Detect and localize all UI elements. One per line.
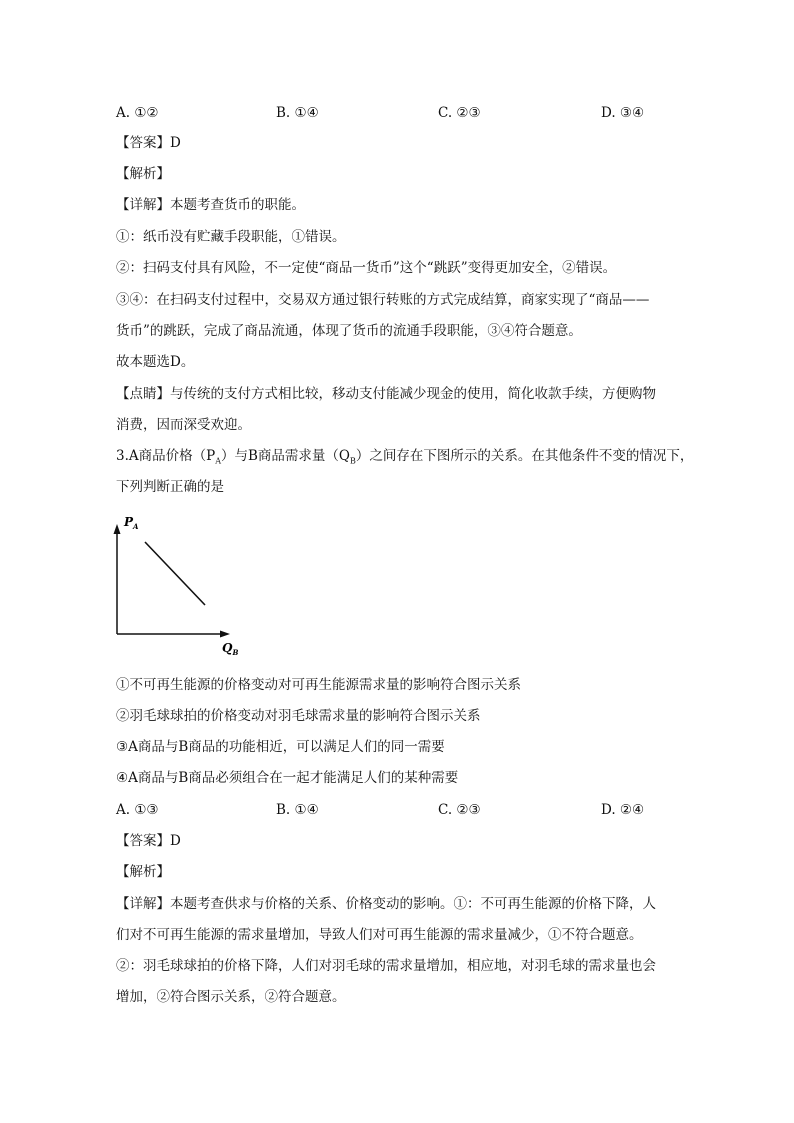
- q3-statement-2: ②羽毛球球拍的价格变动对羽毛球需求量的影响符合图示关系: [116, 708, 481, 724]
- q3-analysis-label: 【解析】: [116, 864, 170, 880]
- q2-tip-line1: 【点睛】与传统的支付方式相比较，移动支付能减少现金的使用，简化收款手续，方便购物: [116, 386, 656, 402]
- q3-statement-1: ①不可再生能源的价格变动对可再生能源需求量的影响符合图示关系: [116, 677, 521, 693]
- q2-item-34-line2: 货币”的跳跃，完成了商品流通，体现了货币的流通手段职能，③④符合题意。: [116, 323, 582, 339]
- q3-answer: 【答案】D: [116, 833, 181, 849]
- q2-item-2: ②：扫码支付具有风险，不一定使“商品一货币”这个“跳跃”变得更加安全，②错误。: [116, 260, 617, 276]
- x-axis-label: $Q_B$: [222, 641, 239, 657]
- q2-option-b: B. ①④: [276, 105, 319, 121]
- q2-analysis-label: 【解析】: [116, 166, 170, 182]
- q2-tip-line2: 消费，因而深受欢迎。: [116, 417, 251, 433]
- q2-options: [116, 103, 676, 123]
- q3-detail-line4: 增加，②符合图示关系，②符合题意。: [116, 989, 346, 1005]
- q3-detail-line2: 们对不可再生能源的需求量增加，导致人们对可再生能源的需求量减少，①不符合题意。: [116, 927, 643, 943]
- q2-option-a: A. ①②: [116, 105, 159, 121]
- q3-option-a: A. ①③: [116, 802, 159, 818]
- q3-statement-4: ④A商品与B商品必须组合在一起才能满足人们的某种需要: [116, 770, 459, 786]
- q3-option-c: C. ②③: [438, 802, 481, 818]
- q3-stem-line2: 下列判断正确的是: [116, 479, 224, 495]
- q3-option-d: D. ②④: [601, 802, 645, 818]
- q3-option-b: B. ①④: [276, 802, 319, 818]
- x-axis-arrow: [220, 631, 230, 638]
- q2-conclusion: 故本题选D。: [116, 354, 195, 370]
- q3-detail-line3: ②：羽毛球球拍的价格下降，人们对羽毛球的需求量增加，相应地，对羽毛球的需求量也会: [116, 958, 656, 974]
- demand-line: [145, 542, 205, 605]
- price-demand-graph: [112, 512, 242, 660]
- q3-statement-3: ③A商品与B商品的功能相近，可以满足人们的同一需要: [116, 739, 445, 755]
- q3-detail-line1: 【详解】本题考查供求与价格的关系、价格变动的影响。①：不可再生能源的价格下降，人: [116, 896, 656, 912]
- y-axis-arrow: [114, 524, 121, 534]
- q2-answer: 【答案】D: [116, 135, 181, 151]
- q2-item-1: ①：纸币没有贮藏手段职能，①错误。: [116, 229, 346, 245]
- q3-stem-line1: 3.A商品价格$(P_A)$与B商品需求量$(Q_B)$之间存在下图所示的关系。在其他条件不变的情况下，: [116, 448, 694, 466]
- q2-option-c: C. ②③: [438, 105, 481, 121]
- y-axis-label: $P_A$: [124, 515, 139, 531]
- q2-option-d: D. ③④: [601, 105, 645, 121]
- q2-detail: 【详解】本题考查货币的职能。: [116, 197, 305, 213]
- q3-options: [116, 800, 676, 820]
- q2-item-34-line1: ③④：在扫码支付过程中，交易双方通过银行转账的方式完成结算，商家实现了“商品——: [116, 292, 650, 308]
